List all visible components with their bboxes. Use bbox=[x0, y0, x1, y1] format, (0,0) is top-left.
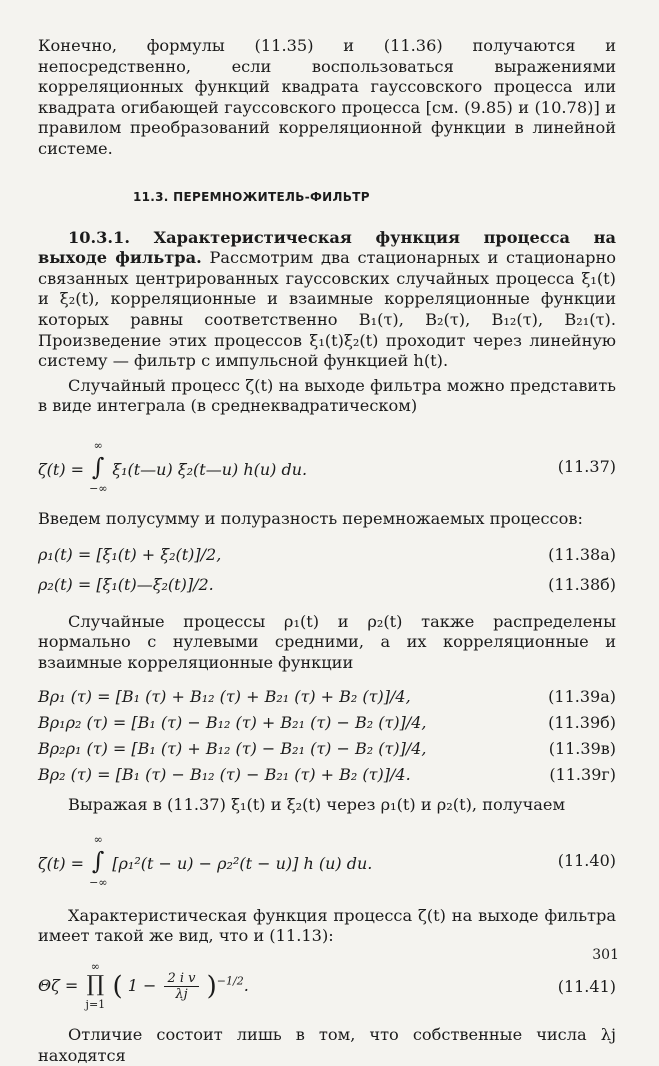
integral-intro: Случайный процесс ζ(t) на выходе фильтра можно представить в виде интеграла (в среднеквадратическом) bbox=[38, 375, 616, 416]
eq-11-41-lhs: Θζ = bbox=[38, 975, 84, 995]
eq-11-39a-formula: Bρ₁ (τ) = [B₁ (τ) + B₁₂ (τ) + B₂₁ (τ) + B₂ (τ)]/4, bbox=[38, 686, 411, 706]
page-number: 301 bbox=[592, 947, 619, 963]
equation-11-39b bbox=[38, 709, 616, 735]
integral-sign: ∞ ∫ −∞ bbox=[89, 438, 108, 495]
equation-11-37 bbox=[38, 438, 616, 495]
equation-11-39d bbox=[38, 761, 616, 787]
eq-11-41-fraction: $\frac{\text{2 i v}}{\lambda j}$ bbox=[164, 971, 198, 1002]
eq-11-37-number: (11.37) bbox=[557, 457, 616, 477]
eq-11-38a-formula: ρ₁(t) = [ξ₁(t) + ξ₂(t)]/2, bbox=[38, 545, 222, 564]
eq-11-38b-number: (11.38б) bbox=[548, 575, 616, 594]
eq-11-40-number: (11.40) bbox=[557, 851, 616, 871]
eq-11-39b-number: (11.39б) bbox=[548, 712, 616, 732]
eq-11-41-number: (11.41) bbox=[557, 976, 616, 996]
eq-11-39b-formula: Bρ₁ρ₂ (τ) = [B₁ (τ) − B₁₂ (τ) + B₂₁ (τ) − B₂ (τ)]/4, bbox=[38, 712, 427, 732]
half-sum-intro: Введем полусумму и полуразность перемножаемых процессов: bbox=[38, 508, 583, 528]
eq-11-37-lhs: ζ(t) = bbox=[38, 459, 90, 479]
eq-11-40-lhs: ζ(t) = bbox=[38, 853, 90, 873]
eq-11-39a-number: (11.39а) bbox=[548, 686, 616, 706]
last-paragraph: Отличие состоит лишь в том, что собственные числа λj находятся bbox=[38, 1025, 616, 1065]
express-intro: Выражая в (11.37) ξ₁(t) и ξ₂(t) через ρ₁(t) и ρ₂(t), получаем bbox=[68, 795, 566, 815]
eq-11-41-one-minus: 1 − bbox=[127, 975, 157, 995]
eq-11-41-exponent: −1/2 bbox=[216, 974, 244, 988]
equation-11-39a bbox=[38, 683, 616, 709]
eq-11-40-integrand: [ρ₁²(t − u) − ρ₂²(t − u)] h (u) du. bbox=[112, 853, 373, 873]
equation-11-39c bbox=[38, 735, 616, 761]
eq-11-39c-number: (11.39в) bbox=[548, 738, 616, 758]
eq-11-39d-formula: Bρ₂ (τ) = [B₁ (τ) − B₁₂ (τ) − B₂₁ (τ) + B₂ (τ)]/4. bbox=[38, 764, 411, 784]
eq-11-38a-number: (11.38а) bbox=[548, 545, 616, 564]
equation-11-41: Θζ = ∞ ∏ j=1 ( 1 − $\frac{\text{2 i v}}{\lambda j}$ )$^{-1/2}$. (11.41) bbox=[38, 959, 616, 1011]
eq-11-39c-formula: Bρ₂ρ₁ (τ) = [B₁ (τ) + B₁₂ (τ) − B₂₁ (τ) − B₂ (τ)]/4, bbox=[38, 738, 427, 758]
equation-11-40 bbox=[38, 832, 616, 889]
subsection-text: Рассмотрим два стационарных и стационарно связанных центрированных гауссовских случайных процесса ξ₁(t) и ξ₂(t), корреляционные и взаимные корреляционные функции которых равны соответственно B₁(τ), B₂(τ), B₁₂(τ), B₂₁(τ). Произведение этих процессов ξ₁(t)ξ₂(t) проходит через линейную систему — фильтр с импульсной функцией h(t). bbox=[38, 248, 616, 371]
equation-11-38b bbox=[38, 574, 616, 596]
eq-11-39d-number: (11.39г) bbox=[549, 764, 616, 784]
eq-11-37-integrand: ξ₁(t—u) ξ₂(t—u) h(u) du. bbox=[112, 459, 308, 479]
eq-11-38b-formula: ρ₂(t) = [ξ₁(t)—ξ₂(t)]/2. bbox=[38, 575, 214, 594]
integral-sign: ∞ ∫ −∞ bbox=[89, 832, 108, 889]
section-title: 11.3. ПЕРЕМНОЖИТЕЛЬ-ФИЛЬТР bbox=[133, 189, 370, 204]
page-body bbox=[38, 36, 616, 1066]
normal-intro: Случайные процессы ρ₁(t) и ρ₂(t) также распределены нормально с нулевыми средними, а их корреляционные и взаимные корреляционные функции bbox=[38, 611, 616, 672]
subsection-lead: 10.3.1. Характеристическая функция процесса на выходе фильтра. bbox=[38, 227, 616, 268]
char-intro: Характеристическая функция процесса ζ(t) на выходе фильтра имеет такой же вид, что и (11.13): bbox=[38, 905, 616, 946]
subsection-paragraph bbox=[38, 228, 616, 372]
intro-paragraph: Конечно, формулы (11.35) и (11.36) получаются и непосредственно, если воспользоваться выражениями корреляционных функций квадрата гауссовского процесса или квадрата огибающей гауссовского процесса [см. (9.85) и (10.78)] и правилом преобразований корреляционной функции в линейной системе. bbox=[38, 36, 616, 158]
equation-11-38a bbox=[38, 544, 616, 566]
product-sign: ∞ ∏ j=1 bbox=[85, 959, 106, 1011]
